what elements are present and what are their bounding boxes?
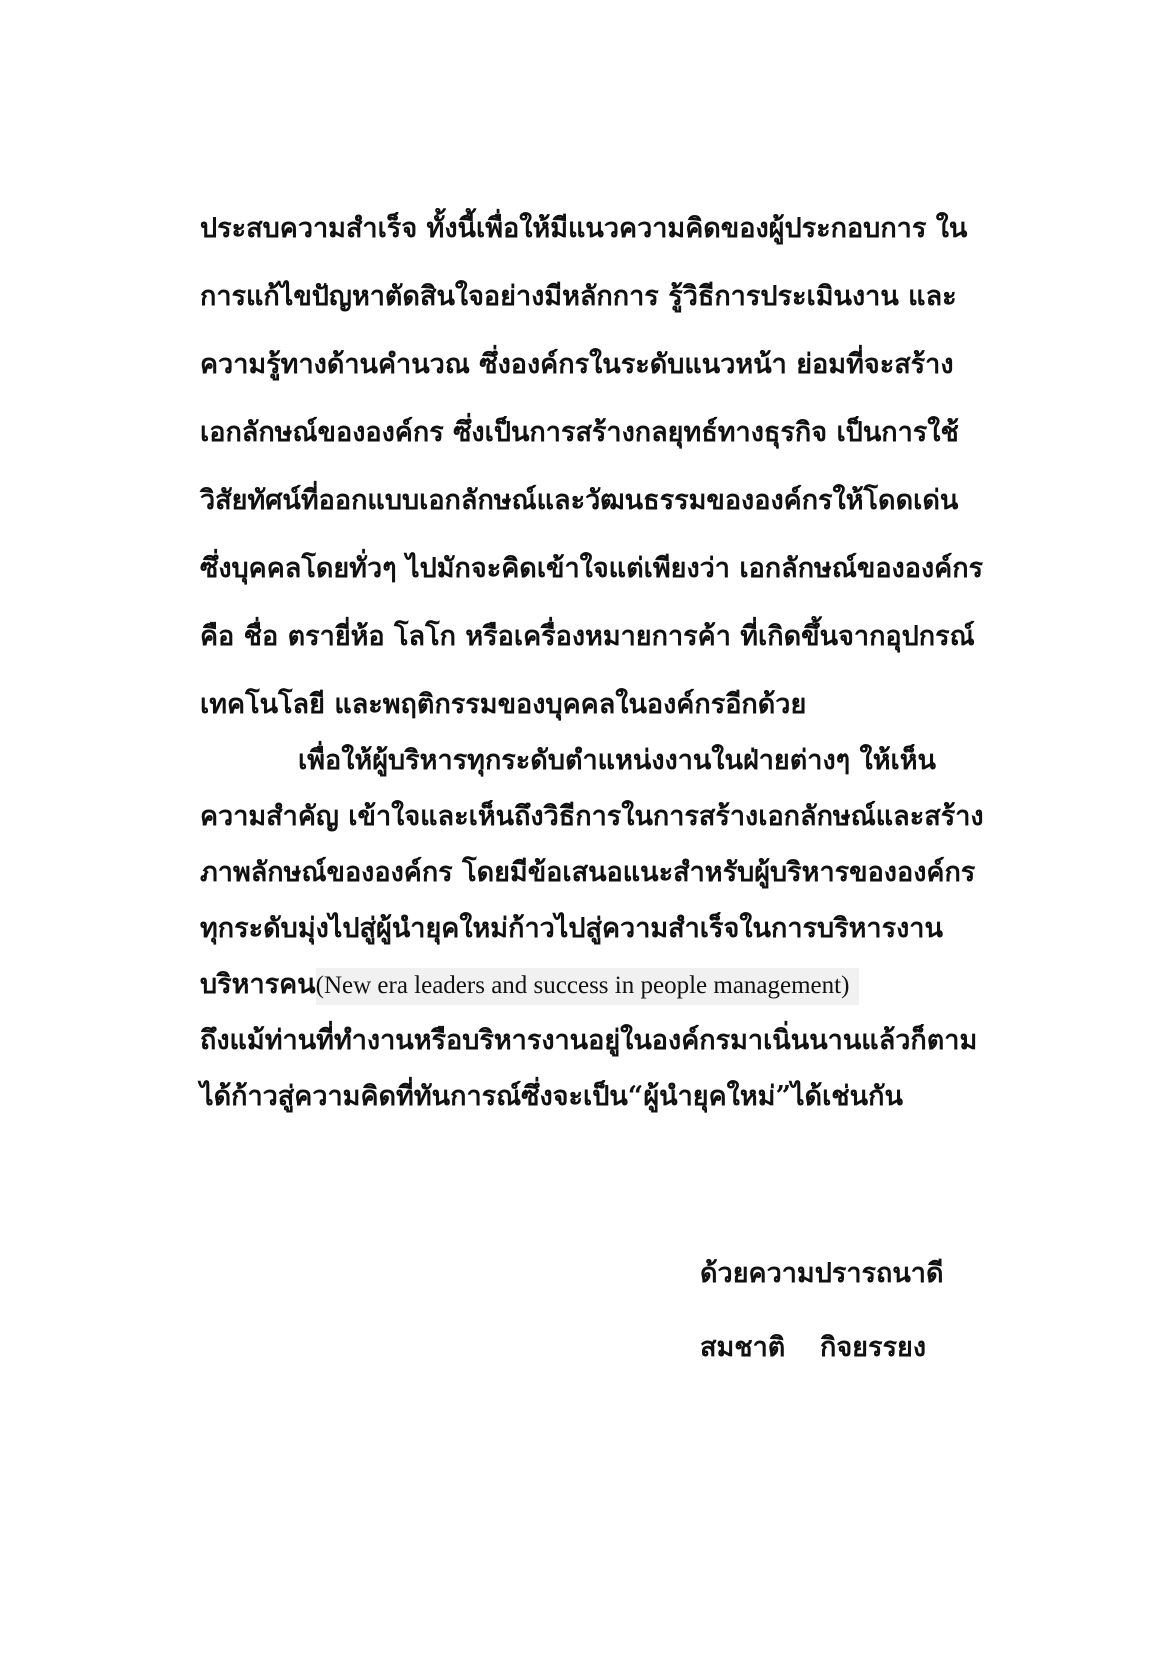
document-body	[200, 205, 984, 1129]
paragraph-1-line-3: ความรู้ทางด้านคำนวณ ซึ่งองค์กรในระดับแนวหน้า ย่อมที่จะสร้าง	[200, 349, 954, 380]
paragraph-2-line-6: ถึงแม้ท่านที่ทำงานหรือบริหารงานอยู่ในองค์กรมาเนิ่นนานแล้วก็ตาม	[200, 1025, 978, 1056]
paragraph-2-line-7: ได้ก้าวสู่ความคิดที่ทันการณ์ซึ่งจะเป็น“ผู้นำยุคใหม่”ได้เช่นกัน	[200, 1081, 903, 1112]
paragraph-2-line-5	[200, 961, 960, 1017]
paragraph-2-line-4: ทุกระดับมุ่งไปสู่ผู้นำยุคใหม่ก้าวไปสู่ความสำเร็จในการบริหารงาน	[200, 913, 943, 944]
paragraph-2-line-1: เพื่อให้ผู้บริหารทุกระดับตำแหน่งงานในฝ่ายต่างๆ ให้เห็น	[298, 745, 936, 776]
thai-phrase: บริหารคน	[200, 969, 316, 1000]
english-subtitle: (New era leaders and success in people management)	[316, 968, 860, 1005]
paragraph-2-line-2: ความสำคัญ เข้าใจและเห็นถึงวิธีการในการสร้างเอกลักษณ์และสร้าง	[200, 801, 984, 832]
closing-greeting: ด้วยความปรารถนาดี	[700, 1258, 944, 1289]
signature-last-name: กิจยรรยง	[820, 1332, 926, 1363]
signature-first-name: สมชาติ	[700, 1332, 786, 1363]
closing-signature	[700, 1250, 1000, 1398]
paragraph-1-line-6: ซึ่งบุคคลโดยทั่วๆ ไปมักจะคิดเข้าใจแต่เพียงว่า เอกลักษณ์ขององค์กร	[200, 553, 984, 584]
paragraph-1-line-8: เทคโนโลยี และพฤติกรรมของบุคคลในองค์กรอีกด้วย	[200, 689, 807, 720]
paragraph-1-line-5: วิสัยทัศน์ที่ออกแบบเอกลักษณ์และวัฒนธรรมขององค์กรให้โดดเด่น	[200, 485, 959, 516]
paragraph-1-line-7: คือ ชื่อ ตรายี่ห้อ โลโก หรือเครื่องหมายการค้า ที่เกิดขึ้นจากอุปกรณ์	[200, 621, 975, 652]
paragraph-1-line-4: เอกลักษณ์ขององค์กร ซึ่งเป็นการสร้างกลยุทธ์ทางธุรกิจ เป็นการใช้	[200, 417, 959, 448]
paragraph-1-line-1: ประสบความสำเร็จ ทั้งนี้เพื่อให้มีแนวความคิดของผู้ประกอบการ ใน	[200, 213, 968, 244]
signature-name	[700, 1324, 1000, 1398]
paragraph-1-line-2: การแก้ไขปัญหาตัดสินใจอย่างมีหลักการ รู้วิธีการประเมินงาน และ	[200, 281, 957, 312]
paragraph-2-line-3: ภาพลักษณ์ขององค์กร โดยมีข้อเสนอแนะสำหรับผู้บริหารขององค์กร	[200, 857, 976, 888]
